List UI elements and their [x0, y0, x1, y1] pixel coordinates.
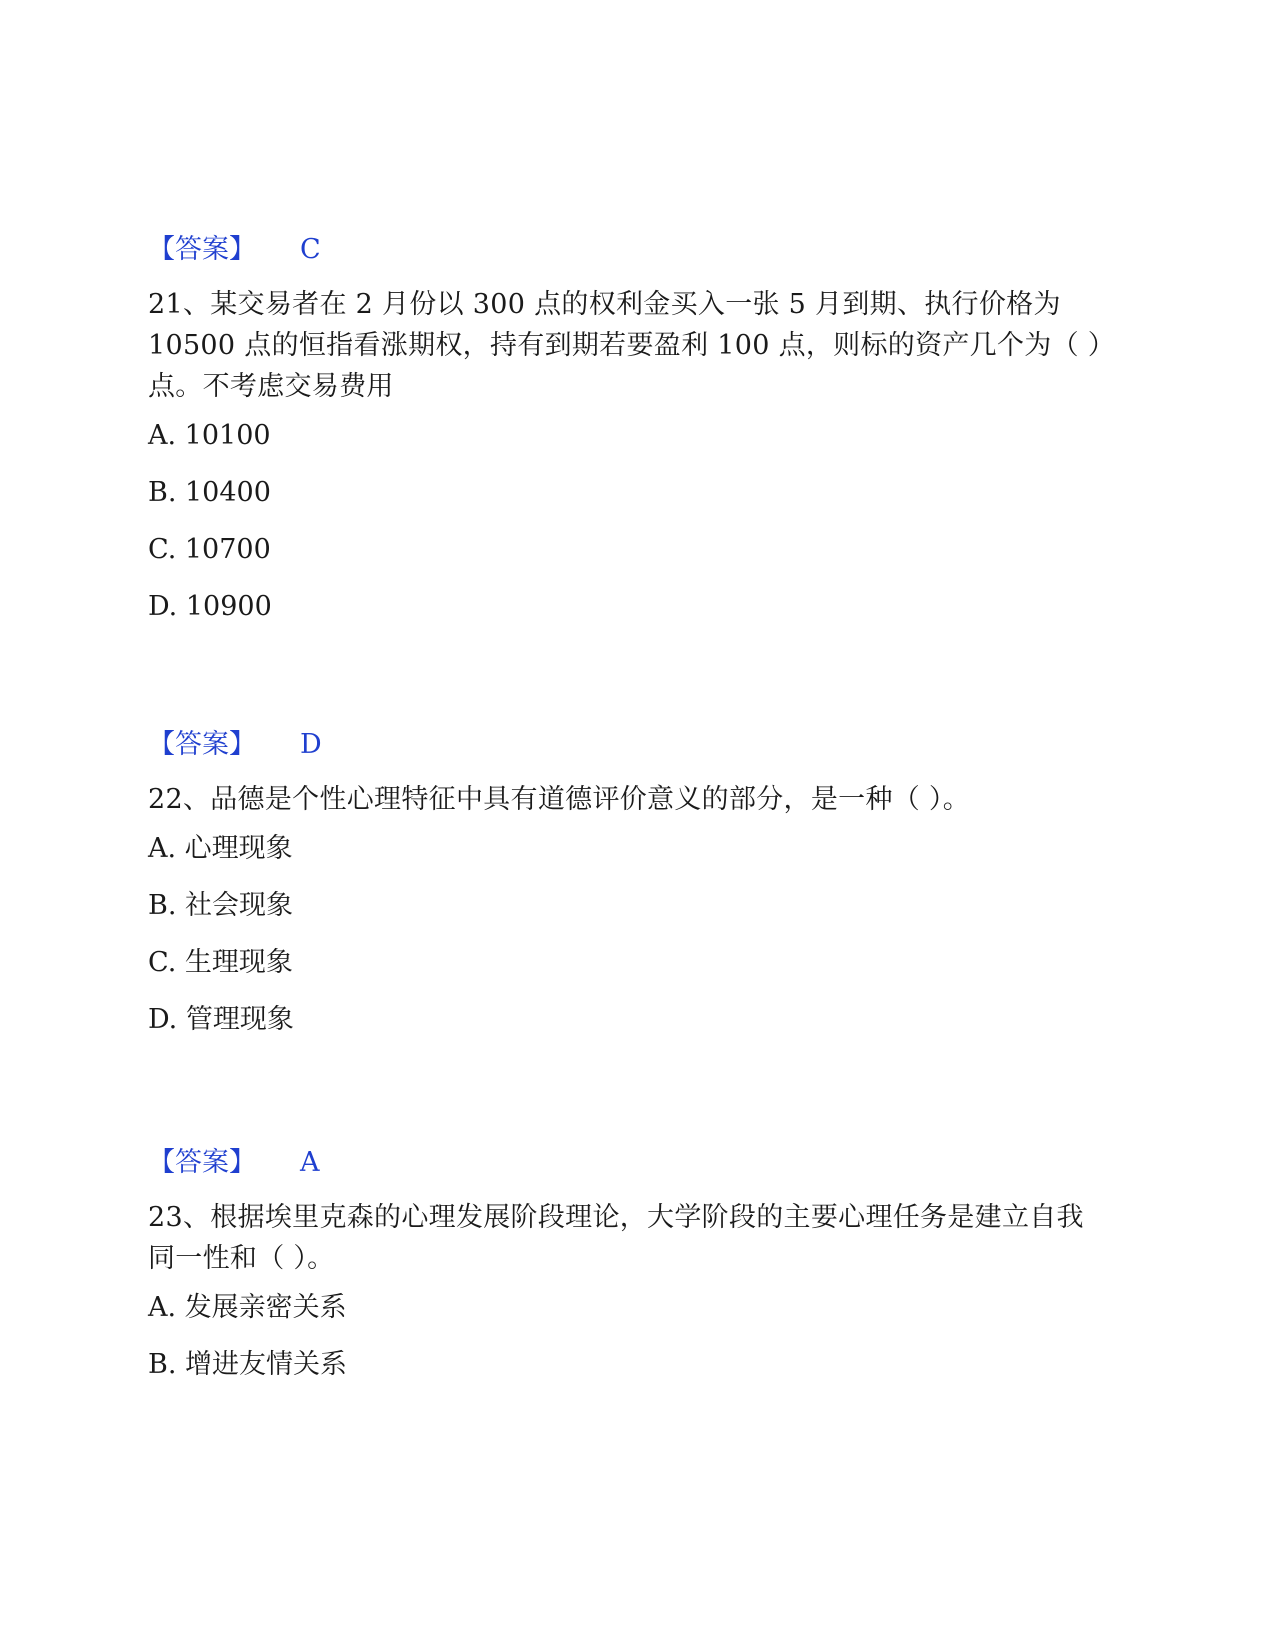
question-stem: 23、根据埃里克森的心理发展阶段理论，大学阶段的主要心理任务是建立自我同一性和（ ）。 [148, 1202, 1084, 1274]
answer-line [148, 725, 1108, 765]
option-c: C. 生理现象 [148, 947, 293, 978]
option-b: B. 10400 [148, 477, 271, 508]
answer-block-3 [148, 1143, 1108, 1402]
answer-block-2 [148, 725, 1108, 1057]
option-b: B. 增进友情关系 [148, 1349, 348, 1380]
option-a: A. 心理现象 [148, 833, 293, 864]
option-a: A. 10100 [148, 420, 271, 451]
option-a: A. 发展亲密关系 [148, 1292, 347, 1323]
answer-tag: 【答案】 [148, 1147, 256, 1178]
option-c: C. 10700 [148, 534, 271, 565]
answer-block-1 [148, 230, 1108, 644]
option-d: D. 管理现象 [148, 1004, 294, 1035]
question-stem: 21、某交易者在 2 月份以 300 点的权利金买入一张 5 月到期、执行价格为 10500 点的恒指看涨期权，持有到期若要盈利 100 点，则标的资产几个为（ ）点。不考虑交易费用 [148, 289, 1102, 402]
answer-value: C [300, 234, 321, 265]
option-b: B. 社会现象 [148, 890, 294, 921]
answer-value: A [300, 1147, 320, 1178]
answer-tag: 【答案】 [148, 729, 256, 760]
answer-tag: 【答案】 [148, 234, 256, 265]
answer-line [148, 1143, 1108, 1183]
question-stem: 22、品德是个性心理特征中具有道德评价意义的部分，是一种（ ）。 [148, 784, 971, 815]
answer-value: D [300, 729, 322, 760]
answer-line [148, 230, 1108, 270]
option-d: D. 10900 [148, 591, 272, 622]
